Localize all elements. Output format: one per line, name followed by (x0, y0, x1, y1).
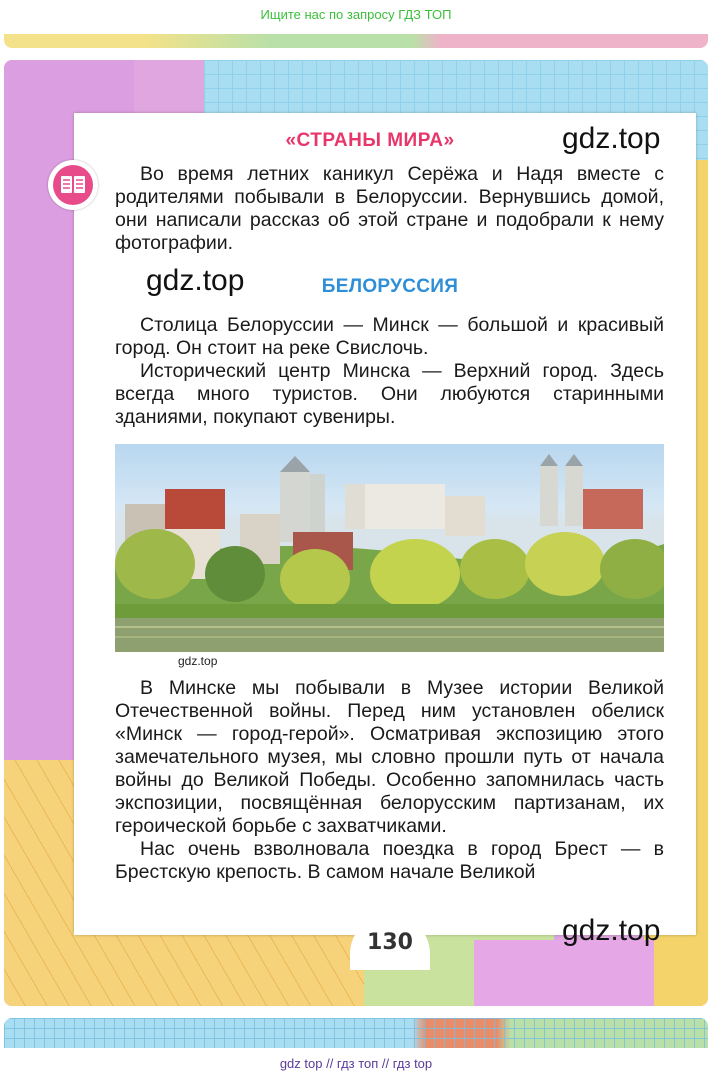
footer-links[interactable]: gdz top // гдз топ // гдз top (279, 1056, 433, 1071)
section-title: «СТРАНЫ МИРА» (285, 130, 455, 151)
story-text-top (115, 314, 664, 429)
intro-paragraph: Во время летних каникул Серёжа и Надя вместе с родителями побывали в Белоруссии. Вернувшись домой, они написали рассказ об этой стране и подобрали к нему фотографии. (115, 163, 664, 254)
watermark-top-right: gdz.top (562, 122, 661, 155)
story-paragraph: Столица Белоруссии — Минск — большой и красивый город. Он стоит на реке Свислочь. (115, 314, 664, 359)
story-title: БЕЛОРУССИЯ (321, 276, 459, 297)
previous-page-edge (4, 34, 708, 48)
photo-caption: gdz.top (178, 654, 218, 668)
page-number-label: 130 (367, 930, 413, 955)
search-hint-banner: Ищите нас по запросу ГДЗ ТОП (260, 7, 452, 22)
story-text-bottom (115, 677, 664, 884)
book-reading-icon (48, 160, 98, 210)
background-purple-panel (474, 940, 654, 1006)
next-page-edge (4, 1018, 708, 1048)
watermark-mid-left: gdz.top (146, 264, 245, 297)
story-paragraph: В Минске мы побывали в Музее истории Великой Отечественной войны. Перед ним установлен обелиск «Минск — город-герой». Осматривая экспозицию этого замечательного музея, мы словно прошли путь от начала войны до Великой Победы. Особенно запомнилась часть экспозиции, посвящённая белорусским партизанам, их героической борьбе с захватчиками. (115, 677, 664, 837)
story-paragraph: Исторический центр Минска — Верхний город. Здесь всегда много туристов. Они любуются старинными зданиями, покупают сувениры. (115, 360, 664, 428)
minsk-photo (115, 444, 664, 652)
watermark-bottom-right: gdz.top (562, 914, 661, 947)
story-paragraph: Нас очень взволновала поездка в город Брест — в Брестскую крепость. В самом начале Великой (115, 838, 664, 883)
intro-text (115, 163, 664, 255)
